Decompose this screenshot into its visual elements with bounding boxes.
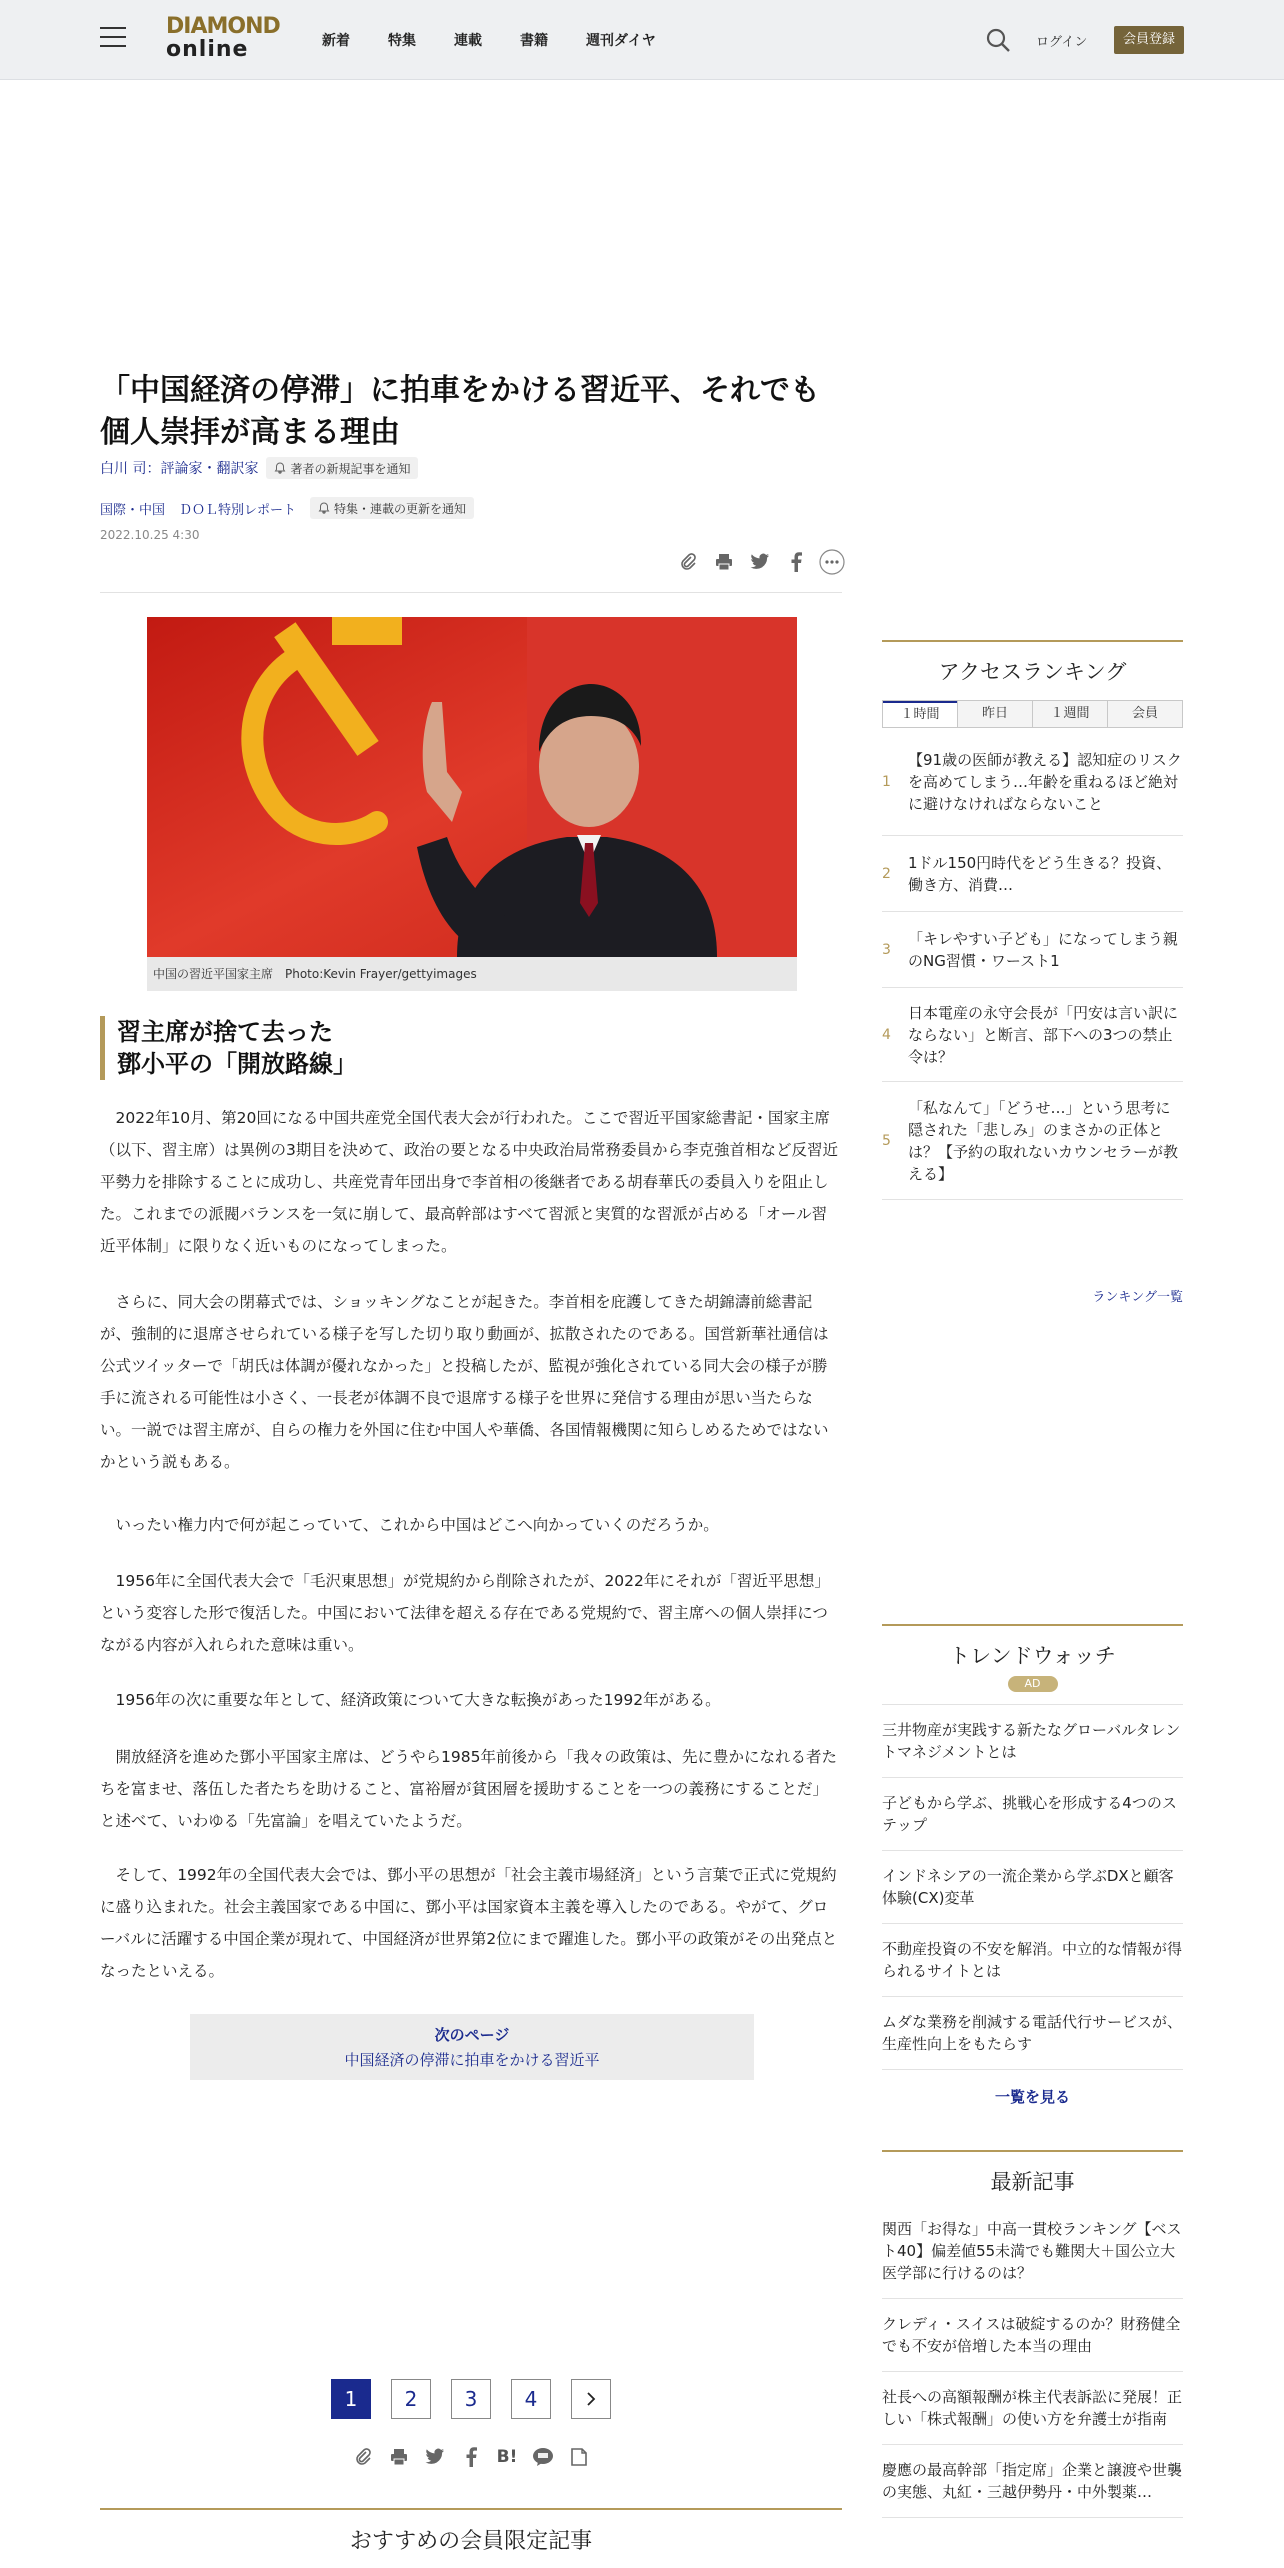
- section-heading: [100, 1016, 357, 1080]
- divider: [100, 2508, 842, 2510]
- facebook-icon[interactable]: [458, 2444, 484, 2470]
- ranking-more-link[interactable]: ランキング一覧: [1092, 1290, 1183, 1305]
- register-button[interactable]: 会員登録: [1114, 26, 1184, 54]
- print-icon[interactable]: [710, 548, 738, 576]
- body-paragraph: いったい権力内で何が起こっていて、これから中国はどこへ向かっていくのだろうか。: [115, 1516, 719, 1534]
- nav-item-feature[interactable]: 特集: [388, 33, 416, 49]
- site-logo[interactable]: [166, 14, 280, 66]
- pagination: [331, 2379, 631, 2419]
- clip-icon[interactable]: [350, 2444, 376, 2470]
- line-icon[interactable]: [530, 2444, 556, 2470]
- body-paragraph: 1956年に全国代表大会で「毛沢東思想」が党規約から削除されたが、2022年にそれが「習近平思想」という変容した形で復活した。中国において法律を超える存在である党規約で、習主席への個人崇拝につながる内容が入れられた意味は重い。: [100, 1572, 830, 1654]
- ranking-number: 4: [882, 1026, 891, 1043]
- latest-articles: [882, 2150, 1183, 2518]
- tab-1-week[interactable]: １週間: [1032, 701, 1107, 727]
- tab-yesterday[interactable]: 昨日: [957, 701, 1032, 727]
- category-link-international[interactable]: 国際・中国: [100, 502, 166, 518]
- series-notify-button[interactable]: [310, 497, 474, 519]
- trend-heading: トレンドウォッチ: [949, 1644, 1116, 1668]
- next-page-title: 中国経済の停滞に拍車をかける習近平: [344, 2051, 600, 2069]
- ranking-title: 日本電産の永守会長が「円安は言い訳にならない」と断言、部下への3つの禁止令は？: [908, 1003, 1179, 1066]
- recommended-heading: おすすめの会員限定記事: [349, 2529, 593, 2554]
- category-link-special-report[interactable]: ＤＯＬ特別レポート: [179, 502, 297, 518]
- twitter-icon[interactable]: [746, 548, 774, 576]
- body-paragraph: 1956年の次に重要な年として、経済政策について大きな転換があった1992年がある。: [115, 1691, 721, 1709]
- ranking-number: 1: [882, 773, 891, 790]
- latest-item[interactable]: 慶應の最高幹部「指定席」企業と譲渡や世襲の実態、丸紅・三越伊勢丹・中外製薬…: [882, 2445, 1183, 2518]
- ranking-item[interactable]: [882, 728, 1183, 836]
- ad-badge: AD: [1008, 1676, 1058, 1692]
- facebook-icon[interactable]: [782, 548, 810, 576]
- bell-icon: [274, 462, 286, 474]
- article-title: 「中国経済の停滞」に拍車をかける習近平、それでも個人崇拝が高まる理由: [100, 373, 820, 450]
- menu-icon[interactable]: [100, 27, 126, 49]
- access-ranking: [882, 640, 1183, 1305]
- nav-item-new[interactable]: 新着: [322, 33, 350, 49]
- trend-item[interactable]: 三井物産が実践する新たなグローバルタレントマネジメントとは: [882, 1704, 1183, 1777]
- trend-item[interactable]: インドネシアの一流企業から学ぶDXと顧客体験(CX)変革: [882, 1850, 1183, 1923]
- body-paragraph: さらに、同大会の閉幕式では、ショッキングなことが起きた。李首相を庇護してきた胡錦濤前総書記が、強制的に退席させられている様子を写した切り取り動画が、拡散されたのである。国営新華社通信は公式ツイッターで「胡氏は体調が優れなかった」と投稿したが、監視が強化されている同大会の様子が勝手に流される可能性は小さく、一長老が体調不良で退席する様子を世界に発信する理由が思い当たらない。一説では習主席が、自らの権力を外国に住む中国人や華僑、各国情報機関に知らしめるためではないかという説もある。: [100, 1293, 829, 1471]
- page-button-3[interactable]: 3: [451, 2379, 491, 2419]
- next-page-button[interactable]: [571, 2379, 611, 2419]
- body-paragraph: そして、1992年の全国代表大会では、鄧小平の思想が「社会主義市場経済」という言葉で正式に党規約に盛り込まれた。社会主義国家である中国に、鄧小平は国家資本主義を導入したのである。やがて、グローバルに活躍する中国企業が現れて、中国経済が世界第2位にまで躍進した。鄧小平の政策がその出発点となったといえる。: [100, 1866, 838, 1980]
- latest-item[interactable]: クレディ・スイスは破綻するのか？財務健全でも不安が倍増した本当の理由: [882, 2299, 1183, 2372]
- ranking-title: 「私なんて」「どうせ…」という思考に隠された「悲しみ」のまさかの正体とは？【予約の取れないカウンセラーが教える】: [908, 1098, 1179, 1183]
- main-nav: [322, 30, 694, 50]
- note-icon[interactable]: [566, 2444, 592, 2470]
- hatena-bookmark-icon[interactable]: B!: [496, 2447, 518, 2467]
- ranking-heading: アクセスランキング: [938, 660, 1127, 684]
- trend-top-border: [882, 1624, 1183, 1626]
- nav-item-books[interactable]: 書籍: [520, 33, 548, 49]
- ranking-number: 3: [882, 941, 891, 958]
- page-button-2[interactable]: 2: [391, 2379, 431, 2419]
- body-paragraph: 2022年10月、第20回になる中国共産党全国代表大会が行われた。ここで習近平国家総書記・国家主席（以下、習主席）は異例の3期目を決めて、政治の要となる中央政治局常務委員から李克強首相など反習近平勢力を排除することに成功し、共産党青年団出身で李首相の後継者である胡春華氏の委員入りを阻止した。これまでの派閥バランスを一気に崩して、最高幹部はすべて習派と実質的な習派が占める「オール習近平体制」に限りなく近いものになってしまった。: [100, 1109, 839, 1255]
- more-options-icon[interactable]: [818, 548, 846, 576]
- ranking-item[interactable]: [882, 988, 1183, 1082]
- login-link[interactable]: ログイン: [1036, 35, 1088, 50]
- bell-icon: [318, 502, 330, 514]
- ranking-number: 2: [882, 865, 891, 882]
- latest-list: [882, 2204, 1183, 2518]
- ranking-tabs: [882, 700, 1183, 728]
- latest-top-border: [882, 2150, 1183, 2152]
- body-paragraph: 開放経済を進めた鄧小平国家主席は、どうやら1985年前後から「我々の政策は、先に豊かになれる者たちを富ませ、落伍した者たちを助けること、富裕層が貧困層を援助することを一つの義務にすることだ」と述べて、いわゆる「先富論」を唱えていたようだ。: [100, 1748, 837, 1830]
- ranking-item[interactable]: [882, 836, 1183, 912]
- section-heading-line2: 鄧小平の「開放路線」: [117, 1050, 357, 1078]
- author-line: [100, 457, 418, 479]
- section-heading-line1: 習主席が捨て去った: [117, 1018, 333, 1046]
- ranking-item[interactable]: [882, 1082, 1183, 1200]
- author-notify-button[interactable]: [266, 457, 418, 479]
- search-icon[interactable]: [984, 26, 1012, 54]
- latest-item[interactable]: 社長への高額報酬が株主代表訴訟に発展！正しい「株式報酬」の使い方を弁護士が指南: [882, 2372, 1183, 2445]
- xi-jinping-photo-illustration: [147, 617, 797, 957]
- trend-item[interactable]: 不動産投資の不安を解消。中立的な情報が得られるサイトとは: [882, 1923, 1183, 1996]
- photo-caption: 中国の習近平国家主席 Photo:Kevin Frayer/gettyimages: [147, 957, 797, 991]
- publish-date: 2022.10.25 4:30: [100, 528, 200, 542]
- trend-list: [882, 1704, 1183, 2070]
- article-photo: [147, 617, 797, 957]
- latest-heading: 最新記事: [990, 2170, 1075, 2194]
- tab-members[interactable]: 会員: [1107, 701, 1182, 727]
- trend-item[interactable]: ムダな業務を削減する電話代行サービスが、生産性向上をもたらす: [882, 1996, 1183, 2070]
- trend-item[interactable]: 子どもから学ぶ、挑戦心を形成する4つのステップ: [882, 1777, 1183, 1850]
- latest-item[interactable]: 関西「お得な」中高一貫校ランキング【ベスト40】偏差値55未満でも難関大＋国公立大医学部に行けるのは？: [882, 2204, 1183, 2299]
- chevron-right-icon: [584, 2392, 598, 2406]
- nav-item-series[interactable]: 連載: [454, 33, 482, 49]
- divider: [100, 592, 842, 593]
- ranking-top-border: [882, 640, 1183, 642]
- author-notify-label: 著者の新規記事を通知: [290, 461, 411, 476]
- logo-bottom-text: online: [166, 37, 249, 62]
- next-page-link[interactable]: [190, 2014, 754, 2080]
- print-icon[interactable]: [386, 2444, 412, 2470]
- tab-1-hour[interactable]: １時間: [883, 701, 957, 727]
- category-line: [100, 497, 474, 519]
- share-toolbar-bottom: [350, 2444, 602, 2470]
- clip-icon[interactable]: [674, 548, 702, 576]
- ranking-item[interactable]: [882, 912, 1183, 988]
- site-header: [0, 0, 1284, 80]
- trend-watch: [882, 1624, 1183, 2107]
- page-button-4[interactable]: 4: [511, 2379, 551, 2419]
- page-button-1[interactable]: 1: [331, 2379, 371, 2419]
- ranking-number: 5: [882, 1132, 891, 1149]
- next-page-label: 次のページ: [434, 2026, 510, 2044]
- ranking-title: 「キレやすい子ども」になってしまう親のNG習慣・ワースト1: [908, 929, 1178, 970]
- twitter-icon[interactable]: [422, 2444, 448, 2470]
- logo-top-text: DIAMOND: [166, 14, 280, 39]
- nav-item-weekly[interactable]: 週刊ダイヤ: [586, 33, 656, 49]
- author-link[interactable]: 白川 司：評論家・翻訳家: [100, 461, 259, 477]
- share-toolbar: [666, 548, 846, 576]
- series-notify-label: 特集・連載の更新を通知: [334, 501, 467, 516]
- ranking-title: 【91歳の医師が教える】認知症のリスクを高めてしまう…年齢を重ねるほど絶対に避けなければならないこと: [908, 750, 1182, 813]
- trend-see-all-link[interactable]: 一覧を見る: [994, 2088, 1070, 2106]
- ranking-title: 1ドル150円時代をどう生きる？投資、働き方、消費…: [908, 853, 1172, 894]
